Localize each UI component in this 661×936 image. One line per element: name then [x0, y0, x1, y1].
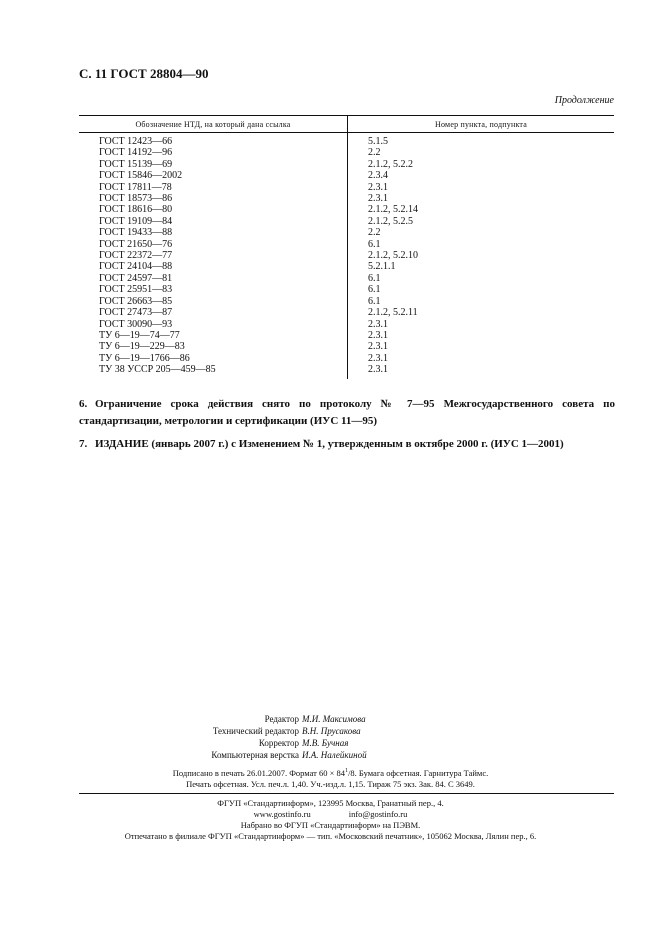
- credit-name: М.В. Бучная: [302, 738, 349, 748]
- table-row: [79, 170, 614, 181]
- table-row: [79, 307, 614, 318]
- clause-number: 2.3.1: [368, 341, 388, 353]
- clause-number: 2.2: [368, 227, 381, 239]
- column-header-clause: Номер пункта, подпункта: [348, 116, 615, 133]
- clause-number: 6.1: [368, 284, 381, 296]
- table-row: [79, 159, 614, 170]
- reference-table: [79, 115, 614, 379]
- clause-number: 2.2: [368, 147, 381, 159]
- table-row: [79, 147, 614, 158]
- document-designation: ГОСТ 25951—83: [79, 284, 348, 295]
- editorial-credits: [0, 713, 661, 761]
- document-designation: ГОСТ 18616—80: [79, 204, 348, 215]
- credit-line: [0, 749, 661, 761]
- document-designation: ГОСТ 18573—86: [79, 193, 348, 204]
- clause-number: 2.3.4: [368, 170, 388, 182]
- clause-number: 2.3.1: [368, 364, 388, 376]
- document-designation: ГОСТ 12423—66: [79, 133, 348, 148]
- clause-number: 2.3.1: [368, 318, 388, 330]
- table-row: [79, 133, 614, 148]
- document-designation: ГОСТ 30090—93: [79, 319, 348, 330]
- credit-line: [0, 737, 661, 749]
- clause-number: 2.3.1: [368, 329, 388, 341]
- table-row: [79, 193, 614, 204]
- table-row: [79, 341, 614, 352]
- credit-name: В.Н. Прусакова: [302, 726, 361, 736]
- clause-number: 2.1.2, 5.2.14: [368, 204, 418, 216]
- document-designation: ГОСТ 22372—77: [79, 250, 348, 261]
- clause-number: 6.1: [368, 272, 381, 284]
- document-designation: ТУ 38 УССР 205—459—85: [79, 364, 348, 378]
- clause-number: 2.3.1: [368, 193, 388, 205]
- imprint-line-2: Печать офсетная. Усл. печ.л. 1,40. Уч.-изд.л. 1,15. Тираж 75 экз. Зак. 84. С 3649.: [186, 779, 475, 789]
- clause-number: 5.2.1.1: [368, 261, 396, 273]
- note-number: 7.: [79, 438, 88, 450]
- credit-role: Корректор: [258, 738, 299, 748]
- note-text: ИЗДАНИЕ (январь 2007 г.) с Изменением № 1, утвержденным в октябре 2000 г. (ИУС 1—2001): [95, 438, 564, 450]
- credit-name: И.А. Налейкиной: [302, 750, 367, 760]
- document-designation: ГОСТ 27473—87: [79, 307, 348, 318]
- document-designation: ТУ 6—19—74—77: [79, 330, 348, 341]
- credit-role: Компьютерная верстка: [211, 750, 299, 760]
- table-row: [79, 296, 614, 307]
- publisher-line-4: Отпечатано в филиале ФГУП «Стандартинформ» — тип. «Московский печатник», 105062 Москва, Лялин пер., 6.: [124, 831, 537, 841]
- continuation-label: Продолжение: [554, 95, 614, 106]
- document-designation: ГОСТ 24597—81: [79, 273, 348, 284]
- clause-number: 2.1.2, 5.2.10: [368, 250, 418, 262]
- table-row: [79, 364, 614, 378]
- document-designation: ГОСТ 14192—96: [79, 147, 348, 158]
- note-6: [79, 396, 615, 430]
- document-designation: ГОСТ 19433—88: [79, 227, 348, 238]
- clause-number: 2.1.2, 5.2.2: [368, 158, 413, 170]
- table-body: [79, 133, 614, 379]
- note-7: [79, 436, 615, 453]
- table-row: [79, 239, 614, 250]
- table-row: [79, 204, 614, 215]
- table-row: [79, 330, 614, 341]
- clause-number: 2.1.2, 5.2.5: [368, 215, 413, 227]
- note-number: 6.: [79, 398, 88, 410]
- table-row: [79, 319, 614, 330]
- document-designation: ГОСТ 17811—78: [79, 182, 348, 193]
- imprint-superscript: 1: [345, 768, 349, 775]
- credit-line: [0, 713, 661, 725]
- document-designation: ГОСТ 15139—69: [79, 159, 348, 170]
- page-header: С. 11 ГОСТ 28804—90: [79, 66, 209, 81]
- publisher-contacts: [0, 809, 661, 819]
- divider-rule: [79, 793, 614, 794]
- column-header-document: Обозначение НТД, на который дана ссылка: [79, 116, 348, 133]
- credit-role: Редактор: [264, 714, 299, 724]
- publisher-line-1: ФГУП «Стандартинформ», 123995 Москва, Гранатный пер., 4.: [217, 798, 444, 808]
- publisher-email: info@gostinfo.ru: [348, 809, 408, 819]
- table-row: [79, 353, 614, 364]
- table-row: [79, 182, 614, 193]
- clause-number: 6.1: [368, 295, 381, 307]
- clause-number: 2.1.2, 5.2.11: [368, 307, 418, 319]
- imprint-line-1: [0, 768, 661, 778]
- table-row: [79, 227, 614, 238]
- clause-number: 2.3.1: [368, 181, 388, 193]
- clause-number: 6.1: [368, 238, 381, 250]
- document-designation: ГОСТ 26663—85: [79, 296, 348, 307]
- imprint-text: Подписано в печать 26.01.2007. Формат 60 × 84: [172, 768, 346, 778]
- credit-name: М.И. Максимова: [302, 714, 366, 724]
- clause-number: 2.3.1: [368, 352, 388, 364]
- publisher-line-3: Набрано во ФГУП «Стандартинформ» на ПЭВМ.: [240, 820, 421, 830]
- table-row: [79, 250, 614, 261]
- table-row: [79, 261, 614, 272]
- document-designation: ГОСТ 15846—2002: [79, 170, 348, 181]
- credit-line: [0, 725, 661, 737]
- note-text: Ограничение срока действия снято по протоколу № 7—95 Межгосударственного совета по стандартизации, метрологии и сертификации (ИУС 11—95): [79, 398, 615, 427]
- document-designation: ТУ 6—19—229—83: [79, 341, 348, 352]
- clause-number: 5.1.5: [368, 136, 388, 147]
- publisher-website: www.gostinfo.ru: [253, 809, 311, 819]
- table-row: [79, 284, 614, 295]
- document-designation: ГОСТ 24104—88: [79, 261, 348, 272]
- document-designation: ГОСТ 21650—76: [79, 239, 348, 250]
- table-row: [79, 273, 614, 284]
- document-designation: ГОСТ 19109—84: [79, 216, 348, 227]
- table-row: [79, 216, 614, 227]
- credit-role: Технический редактор: [212, 726, 299, 736]
- imprint-text-tail: /8. Бумага офсетная. Гарнитура Таймс.: [348, 768, 489, 778]
- document-designation: ТУ 6—19—1766—86: [79, 353, 348, 364]
